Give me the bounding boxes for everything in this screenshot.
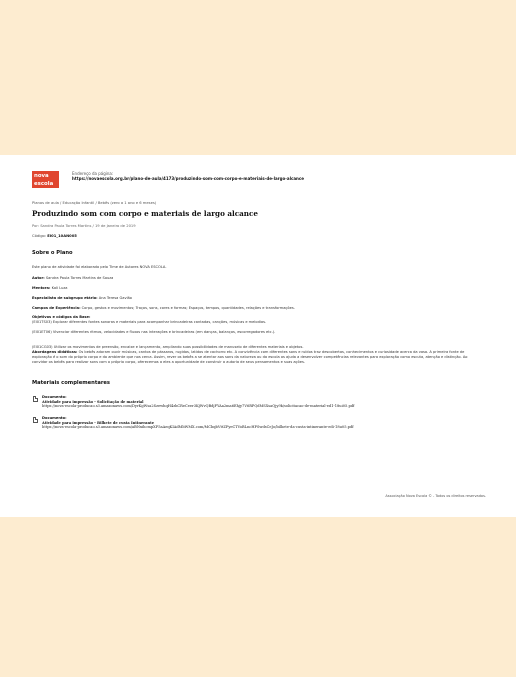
material-title[interactable]: Atividade para impressão - Solicitação de material — [42, 399, 144, 404]
document-page — [0, 155, 516, 517]
mentor-label: Mentora: — [32, 286, 51, 290]
code-label: Código: — [32, 234, 47, 238]
address-label: Endereço da página: — [72, 171, 114, 176]
logo-line-nova: nova — [34, 173, 49, 179]
material-url[interactable]: https://nova-escola-producao.s3.amazonaws.com/aBNxihcmpXF5aAeqKIAdMbWMX.com/MCbqbVttZFyeCTVoBLncHPSwdsCeJo/bilhete-da-custa-intinerante-edi-18u05.pdf — [42, 425, 354, 430]
material-title[interactable]: Atividade para impressão - Bilhete de custa Intinerante — [42, 420, 155, 425]
page-title: Produzindo som com corpo e materiais de largo alcance — [32, 209, 258, 218]
fields-value: Corpo, gestos e movimentos; Traços, sons, cores e formas; Espaços, tempos, quantidades, relações e transformações. — [81, 306, 295, 310]
specialist-line — [32, 296, 484, 301]
objective-3: (EI01CG03) Utilizar os movimentos de preensão, encaixe e lançamento, ampliando suas possibilidades de manuseio de diferentes materiais e objetos. — [32, 345, 304, 349]
practices-label: Abordagens didáticas: — [32, 350, 78, 354]
practices-paragraph — [32, 350, 484, 364]
material-item-2[interactable] — [42, 416, 482, 430]
material-item-1[interactable] — [42, 395, 482, 409]
author-line — [32, 276, 484, 281]
about-heading: Sobre o Plano — [32, 250, 73, 256]
page-address — [72, 171, 304, 182]
material-label: Documento: — [42, 416, 67, 420]
objectives-label: Objetivos e códigos da Base: — [32, 315, 91, 319]
objective-1: (EI01TS03) Explorar diferentes fontes sonoras e materiais para acompanhar brincadeiras cantadas, canções, músicas e melodias. — [32, 320, 267, 324]
about-intro: Este plano de atividade foi elaborado pelo Time de Autores NOVA ESCOLA. — [32, 265, 167, 269]
practices-value: Os bebês adoram ouvir músicas, cantos de pássaros, rugidos, latidos de cachorro etc. A convivência com diferentes sons e ruídos traz descobertas, conhecimentos e curiosidade acerca da vasa. A primeira fonte de exploração é o som do próprio corpo e do ambiente que nos cerca. Assim, rever os bebês a se atentar aos sons da natureza ou da escola os ajuda a desenvolver competências relevantes para exploração como escuta, atenção e distinção. Ao convidar os bebês para realizar sons com o próprio corpo, oferecemos a eles a oportunidade de construir a autoria de seus pensamentos e suas ações. — [32, 350, 468, 364]
fields-line — [32, 306, 484, 311]
mentor-line — [32, 286, 484, 291]
material-url[interactable]: https://nova-escola-producao.s3.amazonaws.com/DyrKgWsa2SzewhqH4zhCReCeer3KjWvQBdjFYAa2ma6Ehjy7V6RPQdMSXsaQjy9k/solicitacao-de-material-ed1-18ui05.pdf — [42, 404, 355, 409]
specialist-value: Ana Teresa Gavião — [98, 296, 132, 300]
breadcrumb: Planos de aula / Educação Infantil / Bebês (zero a 1 ano e 6 meses) — [32, 201, 157, 205]
document-icon — [33, 417, 38, 423]
fields-label: Campos de Experiência: — [32, 306, 81, 310]
nova-escola-logo — [32, 171, 59, 188]
material-label: Documento: — [42, 395, 67, 399]
objective-2: (EI01ET06) Vivenciar diferentes ritmos, velocidades e fluxos nas interações e brincadeiras (em danças, balanços, escorregadores etc.). — [32, 330, 276, 334]
document-icon — [33, 396, 38, 402]
materials-heading: Materiais complementares — [32, 380, 110, 386]
plan-code — [32, 234, 77, 238]
mentor-value: Kali Luza — [51, 286, 68, 290]
author-label: Autor: — [32, 276, 45, 280]
specialist-label: Especialista de subgrupo etário: — [32, 296, 98, 300]
byline: Por: Sandra Paula Torres Martins / 19 de Janeiro de 2019 — [32, 224, 136, 228]
address-url[interactable]: https://novaescola.org.br/plano-de-aula/4173/produzindo-som-com-corpo-e-materiais-de-largo-alcance — [72, 176, 304, 182]
logo-line-escola: escola — [34, 181, 54, 187]
author-value: Sandra Paula Torres Martins de Souza — [45, 276, 114, 280]
footer-copyright: Associação Nova Escola © - Todos os direitos reservados. — [385, 494, 486, 498]
code-value: EI01_10AN005 — [47, 234, 77, 238]
